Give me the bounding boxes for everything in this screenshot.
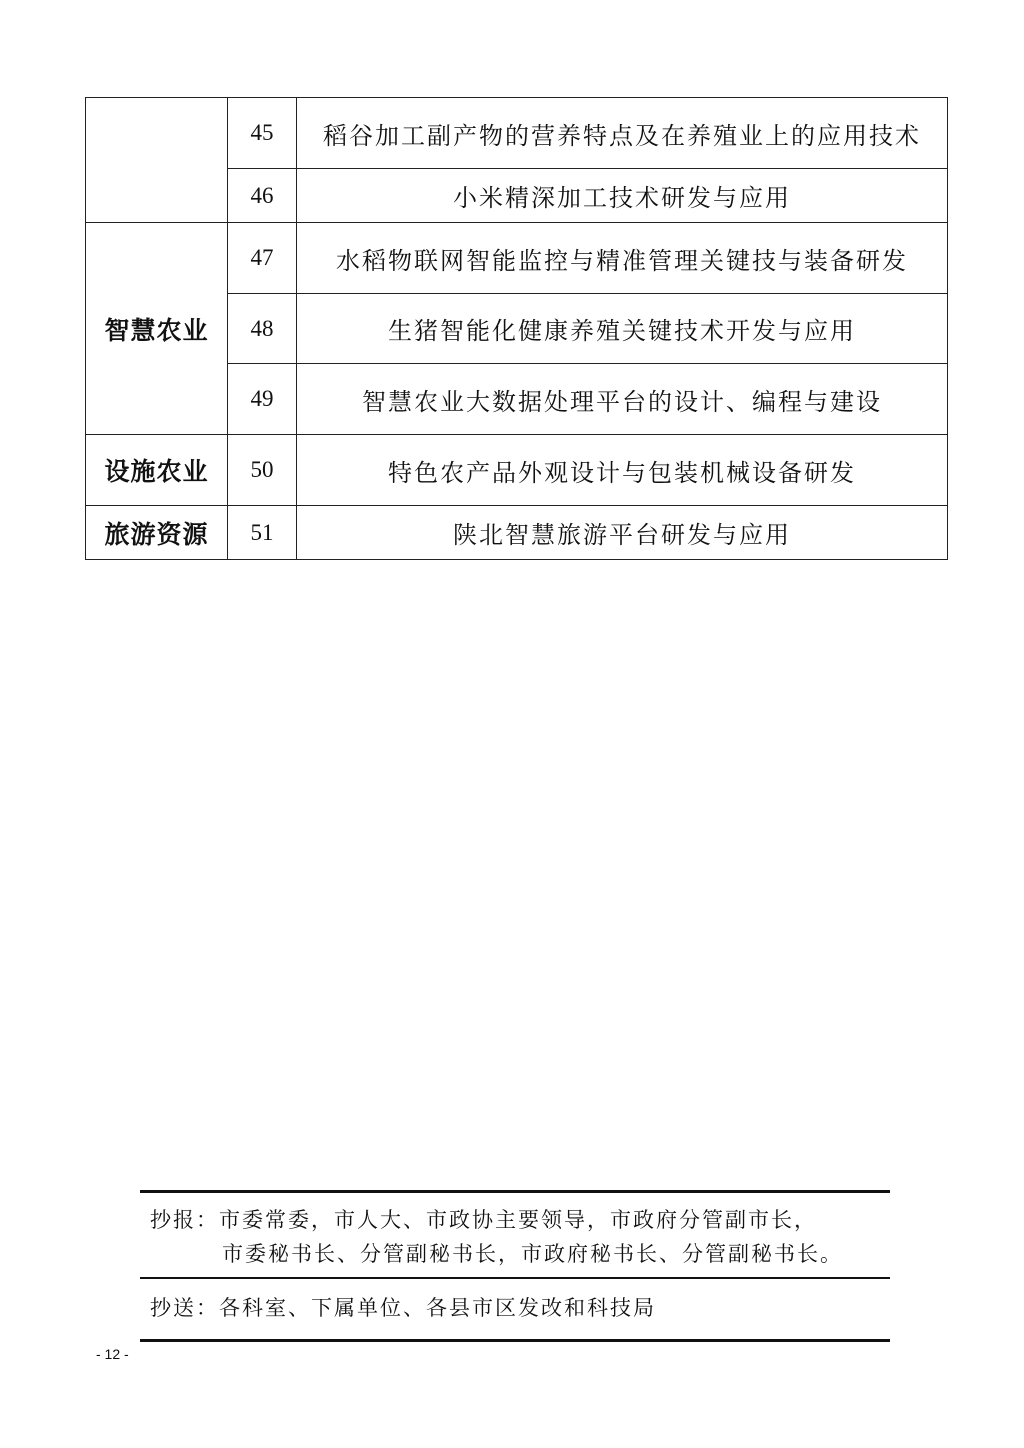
- cc-report-line1: 抄报：市委常委，市人大、市政协主要领导，市政府分管副市长，: [150, 1208, 817, 1232]
- row-number: 51: [228, 506, 297, 560]
- project-title: 小米精深加工技术研发与应用: [297, 169, 948, 223]
- row-number: 45: [228, 98, 297, 169]
- table-row: [86, 98, 948, 169]
- cc-report: [140, 1193, 890, 1277]
- cc-send: 抄送：各科室、下属单位、各县市区发改和科技局: [150, 1296, 656, 1320]
- cc-report-line2: 市委秘书长、分管副秘书长，市政府秘书长、分管副秘书长。: [222, 1242, 843, 1266]
- row-number: 48: [228, 294, 297, 364]
- row-number: 47: [228, 223, 297, 294]
- project-title: 生猪智能化健康养殖关键技术开发与应用: [297, 294, 948, 364]
- table-row: [86, 506, 948, 560]
- project-title: 稻谷加工副产物的营养特点及在养殖业上的应用技术: [297, 98, 948, 169]
- category-cell: 旅游资源: [86, 506, 228, 560]
- table-row: [86, 435, 948, 506]
- distribution-block: [140, 1190, 890, 1342]
- category-cell: 设施农业: [86, 435, 228, 506]
- project-title: 水稻物联网智能监控与精准管理关键技与装备研发: [297, 223, 948, 294]
- project-title: 特色农产品外观设计与包装机械设备研发: [297, 435, 948, 506]
- row-number: 49: [228, 364, 297, 435]
- page-number: - 12 -: [96, 1346, 129, 1362]
- row-number: 46: [228, 169, 297, 223]
- category-cell-empty: [86, 98, 228, 223]
- table-row: [86, 223, 948, 294]
- category-cell: 智慧农业: [86, 223, 228, 435]
- row-number: 50: [228, 435, 297, 506]
- project-table: [85, 97, 948, 560]
- project-title: 智慧农业大数据处理平台的设计、编程与建设: [297, 364, 948, 435]
- project-title: 陕北智慧旅游平台研发与应用: [297, 506, 948, 560]
- divider-bottom: [140, 1339, 890, 1342]
